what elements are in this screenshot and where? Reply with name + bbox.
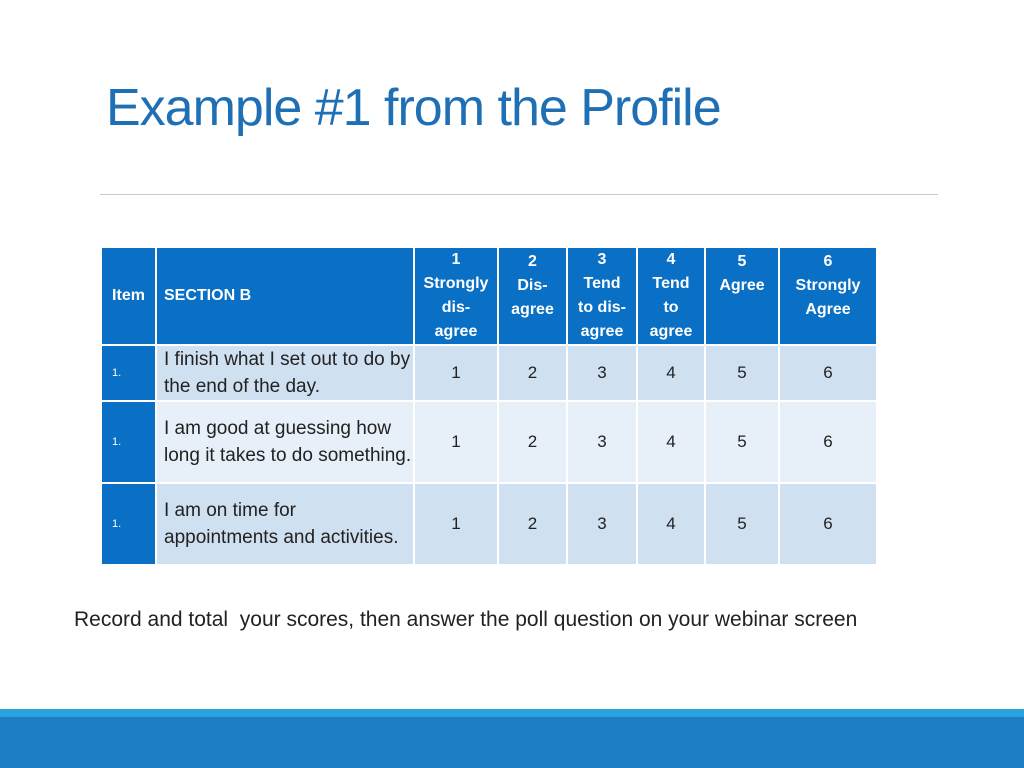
score-option-3[interactable]: 3 — [567, 345, 637, 401]
scale-number: 1 — [451, 251, 461, 268]
statement-text: I finish what I set out to do by the end of the day. — [156, 345, 414, 401]
scale-label-line: agree — [511, 301, 554, 318]
column-header-scale-2 — [498, 247, 567, 345]
score-option-1[interactable]: 1 — [414, 483, 498, 565]
scale-label-line: to dis- — [578, 299, 626, 316]
footer-band — [0, 717, 1024, 768]
statement-text: I am good at guessing how long it takes to do something. — [156, 401, 414, 483]
score-option-1[interactable]: 1 — [414, 401, 498, 483]
scale-label-line: agree — [649, 323, 693, 340]
score-option-3[interactable]: 3 — [567, 483, 637, 565]
score-option-2[interactable]: 2 — [498, 483, 567, 565]
scale-number: 6 — [823, 253, 833, 270]
score-option-4[interactable]: 4 — [637, 401, 705, 483]
item-number: 1. — [101, 345, 156, 401]
scale-number: 4 — [666, 251, 676, 268]
column-header-scale-6 — [779, 247, 877, 345]
column-header-item: Item — [101, 247, 156, 345]
scale-label-line: Agree — [719, 277, 765, 294]
score-option-4[interactable]: 4 — [637, 483, 705, 565]
scale-label-line: to — [663, 299, 679, 316]
item-number: 1. — [101, 483, 156, 565]
score-option-6[interactable]: 6 — [779, 345, 877, 401]
score-option-5[interactable]: 5 — [705, 345, 779, 401]
score-option-5[interactable]: 5 — [705, 401, 779, 483]
scale-label-line: dis- — [441, 299, 471, 316]
table-row — [101, 483, 877, 565]
column-header-scale-4 — [637, 247, 705, 345]
footer-accent-stripe — [0, 709, 1024, 717]
scale-label-line: Dis- — [517, 277, 548, 294]
scale-label-line: Agree — [805, 301, 851, 318]
score-option-5[interactable]: 5 — [705, 483, 779, 565]
score-option-2[interactable]: 2 — [498, 401, 567, 483]
statement-text: I am on time for appointments and activities. — [156, 483, 414, 565]
score-option-4[interactable]: 4 — [637, 345, 705, 401]
score-option-3[interactable]: 3 — [567, 401, 637, 483]
score-option-6[interactable]: 6 — [779, 401, 877, 483]
table-row — [101, 345, 877, 401]
slide-title: Example #1 from the Profile — [106, 79, 721, 137]
column-header-scale-3 — [567, 247, 637, 345]
scale-label-line: Strongly — [795, 277, 861, 294]
scale-number: 3 — [597, 251, 607, 268]
score-option-1[interactable]: 1 — [414, 345, 498, 401]
survey-table — [100, 246, 878, 566]
scale-number: 5 — [737, 253, 747, 270]
scale-label-line: agree — [434, 323, 478, 340]
scale-label-line: agree — [580, 323, 624, 340]
scale-label-line: Strongly — [423, 275, 489, 292]
table-row — [101, 401, 877, 483]
column-header-section: SECTION B — [156, 247, 414, 345]
column-header-scale-5 — [705, 247, 779, 345]
score-option-6[interactable]: 6 — [779, 483, 877, 565]
column-header-scale-1 — [414, 247, 498, 345]
score-option-2[interactable]: 2 — [498, 345, 567, 401]
instruction-text: Record and total your scores, then answer the poll question on your webinar screen — [74, 608, 858, 631]
scale-label-line: Tend — [652, 275, 690, 292]
scale-label-line: Tend — [583, 275, 621, 292]
title-divider — [100, 194, 938, 195]
table-header-row — [101, 247, 877, 345]
item-number: 1. — [101, 401, 156, 483]
scale-number: 2 — [528, 253, 537, 270]
